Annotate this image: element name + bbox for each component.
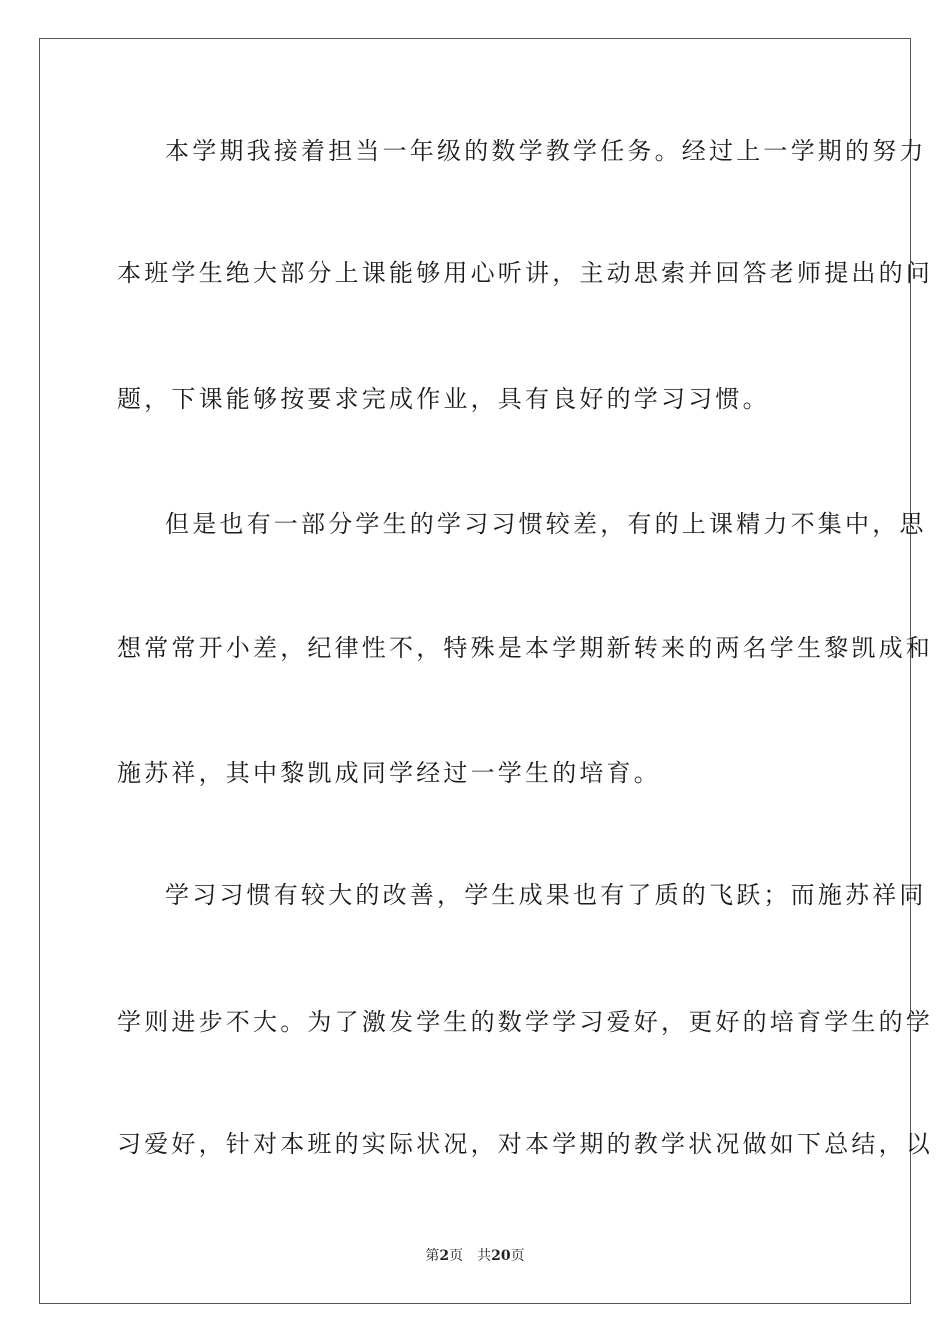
total-prefix: 共 <box>477 1248 492 1264</box>
paragraph-2-line-3: 施苏祥，其中黎凯成同学经过一学生的培育。 <box>117 759 661 787</box>
page-suffix: 页 <box>449 1248 464 1264</box>
paragraph-3-line-2: 学则进步不大。为了激发学生的数学学习爱好，更好的培育学生的学 <box>117 1008 933 1036</box>
paragraph-1-line-2: 本班学生绝大部分上课能够用心听讲，主动思索并回答老师提出的问 <box>117 259 933 287</box>
paragraph-2-line-1: 但是也有一部分学生的学习习惯较差，有的上课精力不集中，思 <box>165 510 927 538</box>
page-frame <box>39 38 933 1304</box>
paragraph-3-line-1: 学习习惯有较大的改善，学生成果也有了质的飞跃；而施苏祥同 <box>165 881 927 909</box>
paragraph-1-line-3: 题，下课能够按要求完成作业，具有良好的学习习惯。 <box>117 385 770 413</box>
page-number: 2 <box>439 1248 450 1264</box>
page-footer <box>0 1247 950 1265</box>
page-prefix: 第 <box>425 1248 440 1264</box>
paragraph-1-line-1: 本学期我接着担当一年级的数学教学任务。经过上一学期的努力 <box>165 137 927 165</box>
total-pages: 20 <box>491 1248 511 1264</box>
paragraph-3-line-3: 习爱好，针对本班的实际状况，对本学期的教学状况做如下总结，以 <box>117 1130 933 1158</box>
paragraph-2-line-2: 想常常开小差，纪律性不，特殊是本学期新转来的两名学生黎凯成和 <box>117 634 933 662</box>
total-suffix: 页 <box>510 1248 525 1264</box>
